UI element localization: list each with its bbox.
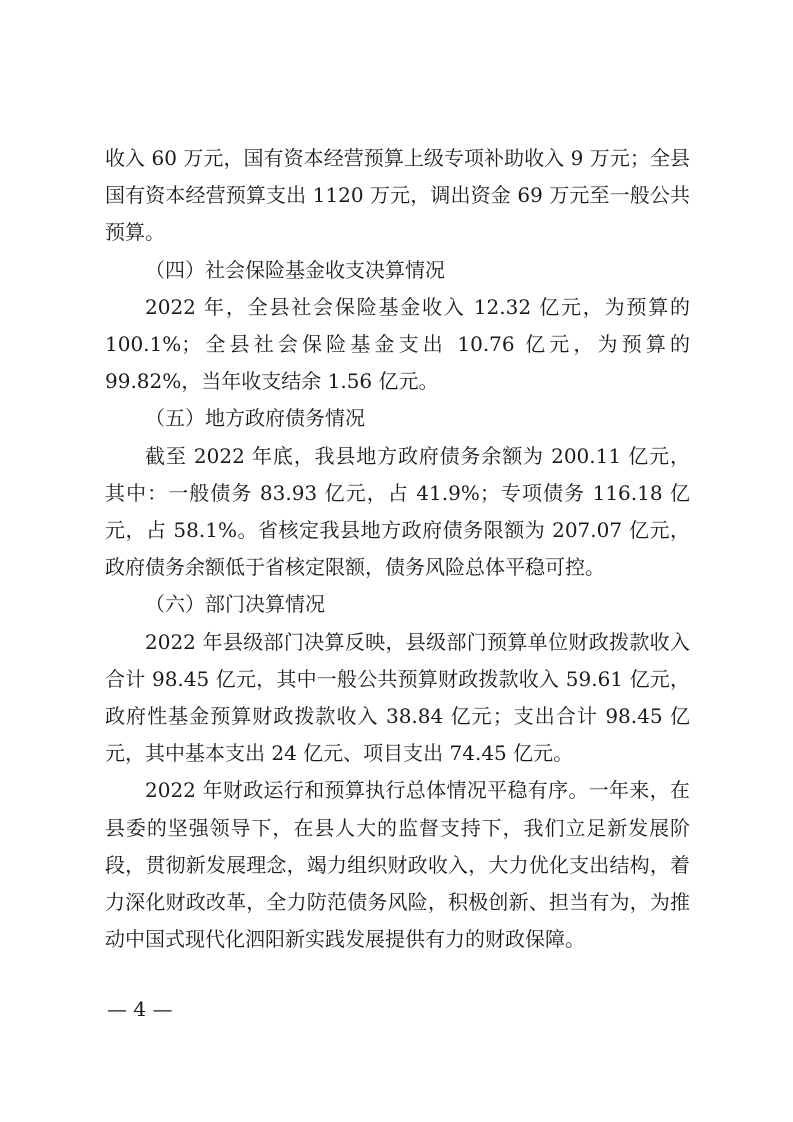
section-heading-5: （五）地方政府债务情况	[145, 406, 365, 431]
page-number: — 4 —	[107, 997, 173, 1021]
section-heading-4: （四）社会保险基金收支决算情况	[145, 257, 445, 282]
paragraph-government-debt: 截至 2022 年底，我县地方政府债务余额为 200.11 亿元，其中：一般债务 83.93 亿元，占 41.9%；专项债务 116.18 亿元，占 58.1%。省核定我县地方政府债务限额为 207.07 亿元，政府债务余额低于省核定限额，债务风险总体平稳可控。	[105, 443, 690, 580]
paragraph-social-insurance: 2022 年，全县社会保险基金收入 12.32 亿元，为预算的 100.1%；全县社会保险基金支出 10.76 亿元，为预算的 99.82%，当年收支结余 1.56 亿元。	[105, 294, 690, 394]
paragraph-department-accounts: 2022 年县级部门决算反映，县级部门预算单位财政拨款收入合计 98.45 亿元，其中一般公共预算财政拨款收入 59.61 亿元，政府性基金预算财政拨款收入 38.84 亿元；支出合计 98.45 亿元，其中基本支出 24 亿元、项目支出 74.45 亿元。	[105, 629, 690, 766]
body-text	[105, 140, 690, 958]
section-heading-6: （六）部门决算情况	[145, 592, 325, 617]
paragraph-1: 收入 60 万元，国有资本经营预算上级专项补助收入 9 万元；全县国有资本经营预算支出 1120 万元，调出资金 69 万元至一般公共预算。	[105, 146, 690, 245]
paragraph-summary: 2022 年财政运行和预算执行总体情况平稳有序。一年来，在县委的坚强领导下，在县人大的监督支持下，我们立足新发展阶段，贯彻新发展理念，竭力组织财政收入，大力优化支出结构，着力深化财政改革，全力防范债务风险，积极创新、担当有为，为推动中国式现代化泗阳新实践发展提供有力的财政保障。	[105, 778, 690, 952]
